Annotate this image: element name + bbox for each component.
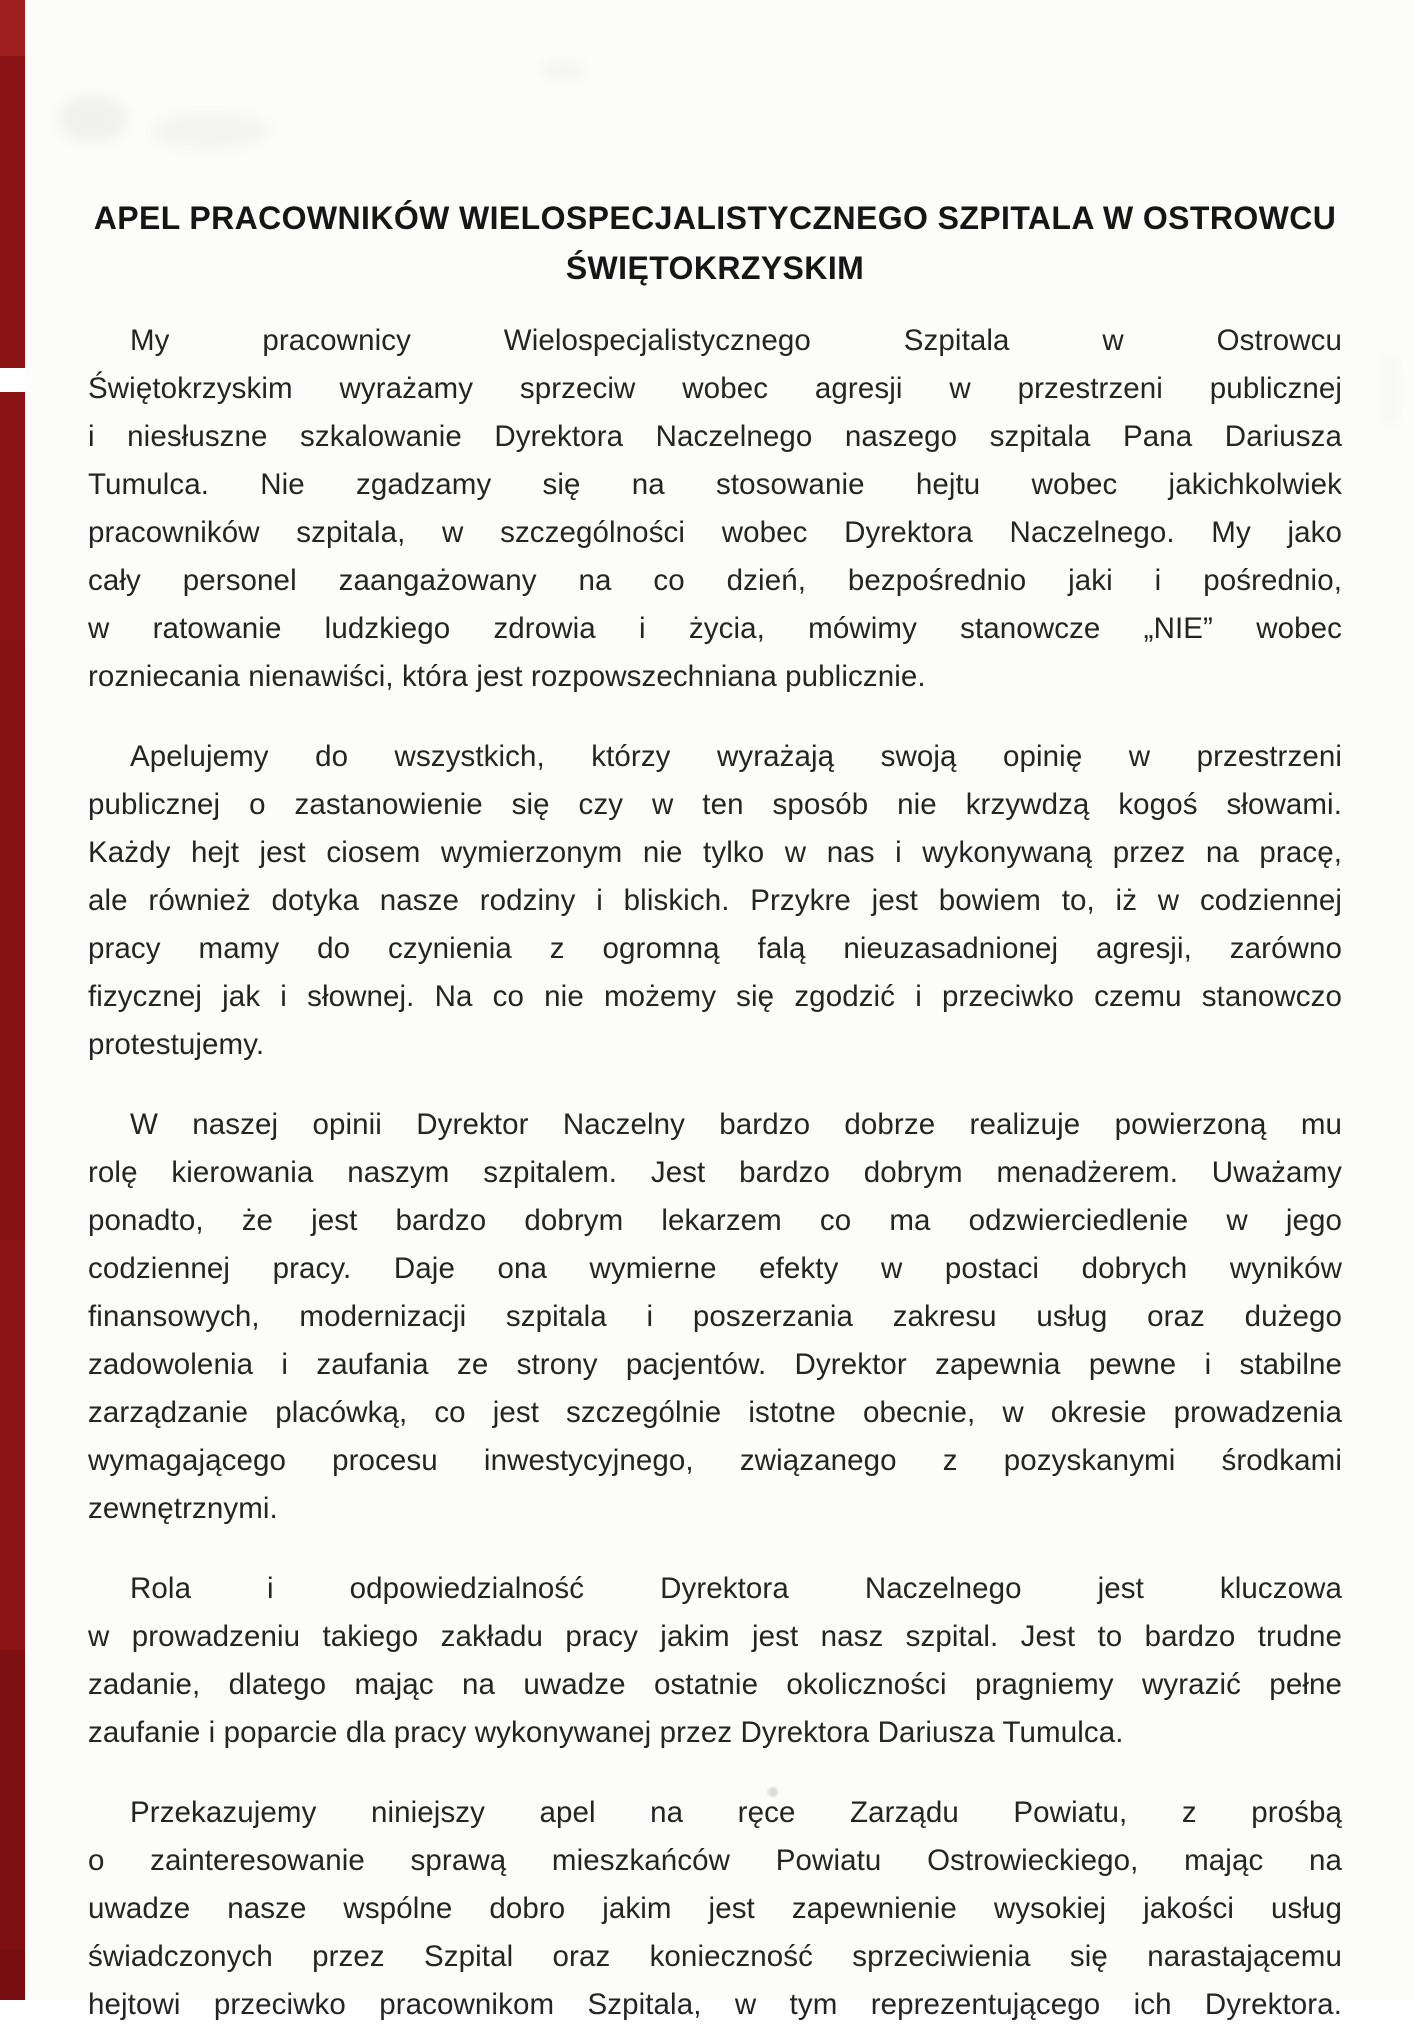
text-line: W naszej opinii Dyrektor Naczelny bardzo dobrze realizuje powierzoną mu — [130, 1108, 1342, 1142]
text-line: Przekazujemy niniejszy apel na ręce Zarządu Powiatu, z prośbą — [130, 1796, 1342, 1830]
text-line: cały personel zaangażowany na co dzień, bezpośrednio jaki i pośrednio, — [88, 564, 1342, 598]
text-line: My pracownicy Wielospecjalistycznego Szpitala w Ostrowcu — [130, 324, 1342, 358]
text-line: hejtowi przeciwko pracownikom Szpitala, w tym reprezentującego ich Dyrektora. — [88, 1988, 1342, 2022]
scan-edge-bar — [0, 0, 25, 2000]
text-line: w prowadzeniu takiego zakładu pracy jakim jest nasz szpital. Jest to bardzo trudne — [88, 1620, 1342, 1654]
title-line-2: ŚWIĘTOKRZYSKIM — [565, 250, 865, 287]
text-line: w ratowanie ludzkiego zdrowia i życia, mówimy stanowcze „NIE” wobec — [88, 612, 1342, 646]
paragraph — [88, 317, 1342, 701]
document-title — [88, 21, 1342, 293]
paragraph — [88, 1789, 1342, 2029]
text-line: uwadze nasze wspólne dobro jakim jest zapewnienie wysokiej jakości usług — [88, 1892, 1342, 1926]
text-line: zewnętrznymi. — [88, 1492, 278, 1526]
text-line: zaufanie i poparcie dla pracy wykonywanej przez Dyrektora Dariusza Tumulca. — [88, 1716, 1124, 1750]
document-body — [88, 317, 1342, 2029]
paragraph — [88, 1565, 1342, 1757]
text-line: o zainteresowanie sprawą mieszkańców Powiatu Ostrowieckiego, mając na — [88, 1844, 1342, 1878]
scan-bar-segment — [0, 368, 25, 392]
scan-bar-segment — [0, 0, 25, 56]
scan-smudge — [1384, 355, 1396, 425]
text-line: wymagającego procesu inwestycyjnego, związanego z pozyskanymi środkami — [88, 1444, 1342, 1478]
text-line: zarządzanie placówką, co jest szczególnie istotne obecnie, w okresie prowadzenia — [88, 1396, 1342, 1430]
document-content — [88, 0, 1342, 2029]
text-line: zadanie, dlatego mając na uwadze ostatnie okoliczności pragniemy wyrazić pełne — [88, 1668, 1342, 1702]
text-line: świadczonych przez Szpital oraz konieczność sprzeciwienia się narastającemu — [88, 1940, 1342, 1974]
scan-bar-segment — [0, 1650, 25, 1950]
text-line: rolę kierowania naszym szpitalem. Jest bardzo dobrym menadżerem. Uważamy — [88, 1156, 1342, 1190]
text-line: Świętokrzyskim wyrażamy sprzeciw wobec agresji w przestrzeni publicznej — [88, 372, 1342, 406]
paragraph — [88, 733, 1342, 1069]
text-line: ale również dotyka nasze rodziny i bliskich. Przykre jest bowiem to, iż w codziennej — [88, 884, 1342, 918]
text-line: i niesłuszne szkalowanie Dyrektora Naczelnego naszego szpitala Pana Dariusza — [88, 420, 1342, 454]
text-line: pracowników szpitala, w szczególności wobec Dyrektora Naczelnego. My jako — [88, 516, 1342, 550]
text-line: pracy mamy do czynienia z ogromną falą nieuzasadnionej agresji, zarówno — [88, 932, 1342, 966]
text-line: Każdy hejt jest ciosem wymierzonym nie tylko w nas i wykonywaną przez na pracę, — [88, 836, 1342, 870]
text-line: publicznej o zastanowienie się czy w ten sposób nie krzywdzą kogoś słowami. — [88, 788, 1342, 822]
text-line: Apelujemy do wszystkich, którzy wyrażają swoją opinię w przestrzeni — [130, 740, 1342, 774]
text-line: protestujemy. — [88, 1028, 265, 1062]
text-line: codziennej pracy. Daje ona wymierne efekty w postaci dobrych wyników — [88, 1252, 1342, 1286]
scan-bar-segment — [0, 1240, 25, 1650]
scan-bar-segment — [0, 1950, 25, 2000]
text-line: zadowolenia i zaufania ze strony pacjentów. Dyrektor zapewnia pewne i stabilne — [88, 1348, 1342, 1382]
text-line: Tumulca. Nie zgadzamy się na stosowanie hejtu wobec jakichkolwiek — [88, 468, 1342, 502]
text-line: Rola i odpowiedzialność Dyrektora Naczelnego jest kluczowa — [130, 1572, 1342, 1606]
title-line-1: APEL PRACOWNIKÓW WIELOSPECJALISTYCZNEGO SZPITALA W OSTROWCU — [93, 200, 1337, 237]
text-line: rozniecania nienawiści, która jest rozpowszechniana publicznie. — [88, 660, 926, 694]
paragraph — [88, 1101, 1342, 1533]
text-line: finansowych, modernizacji szpitala i poszerzania zakresu usług oraz dużego — [88, 1300, 1342, 1334]
text-line: fizycznej jak i słownej. Na co nie możemy się zgodzić i przeciwko czemu stanowczo — [88, 980, 1342, 1014]
scan-bar-segment — [0, 640, 25, 1240]
text-line: ponadto, że jest bardzo dobrym lekarzem co ma odzwierciedlenie w jego — [88, 1204, 1342, 1238]
